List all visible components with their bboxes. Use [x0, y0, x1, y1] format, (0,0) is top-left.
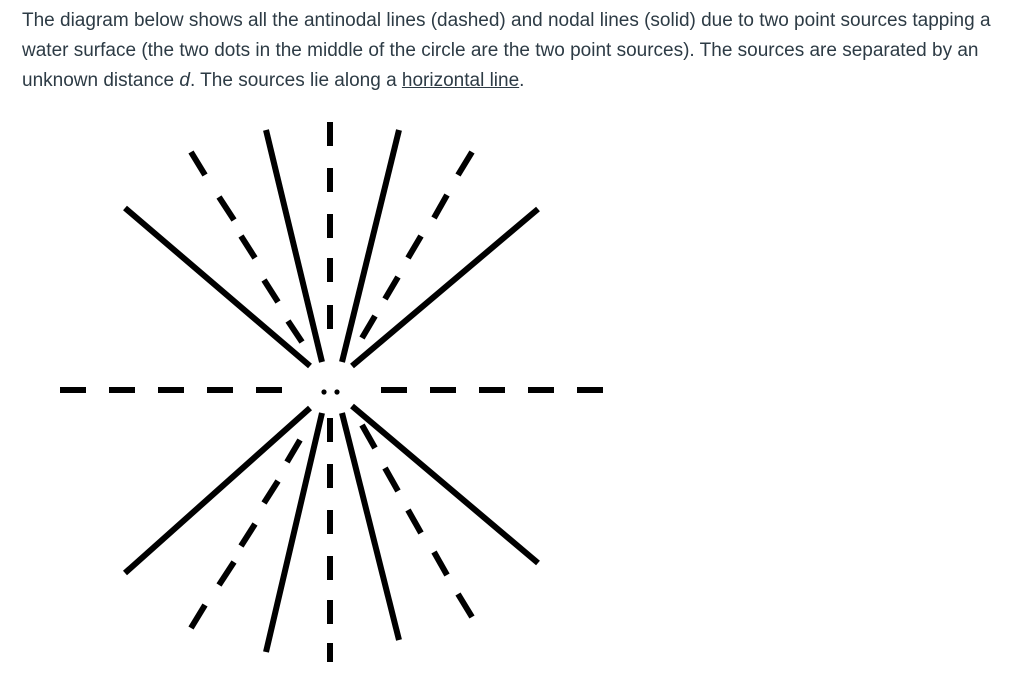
distance-variable: d: [179, 70, 190, 91]
horizontal-line-phrase: horizontal line: [401, 70, 520, 91]
point-source-left: [321, 389, 326, 394]
nodal-line-upper-left-outer: [125, 208, 310, 366]
nodal-line-lower-left-outer: [125, 408, 310, 573]
question-text-part2: . The sources lie along a: [189, 70, 402, 91]
point-source-right: [334, 389, 339, 394]
nodal-line-lower-right-outer: [352, 406, 538, 563]
nodal-line-lower-right-inner: [342, 413, 399, 640]
question-text-part3: .: [519, 70, 525, 91]
antinodal-line-lower-right: [362, 425, 472, 617]
nodal-line-upper-right-outer: [352, 209, 538, 366]
question-text-part1: The diagram below shows all the antinodal lines (dashed) and nodal lines (solid) due to two point sources tapping a water surface (the two dots in the middle of the circle are the two point sources). The sources are separated by an unknown distance: [22, 10, 991, 91]
